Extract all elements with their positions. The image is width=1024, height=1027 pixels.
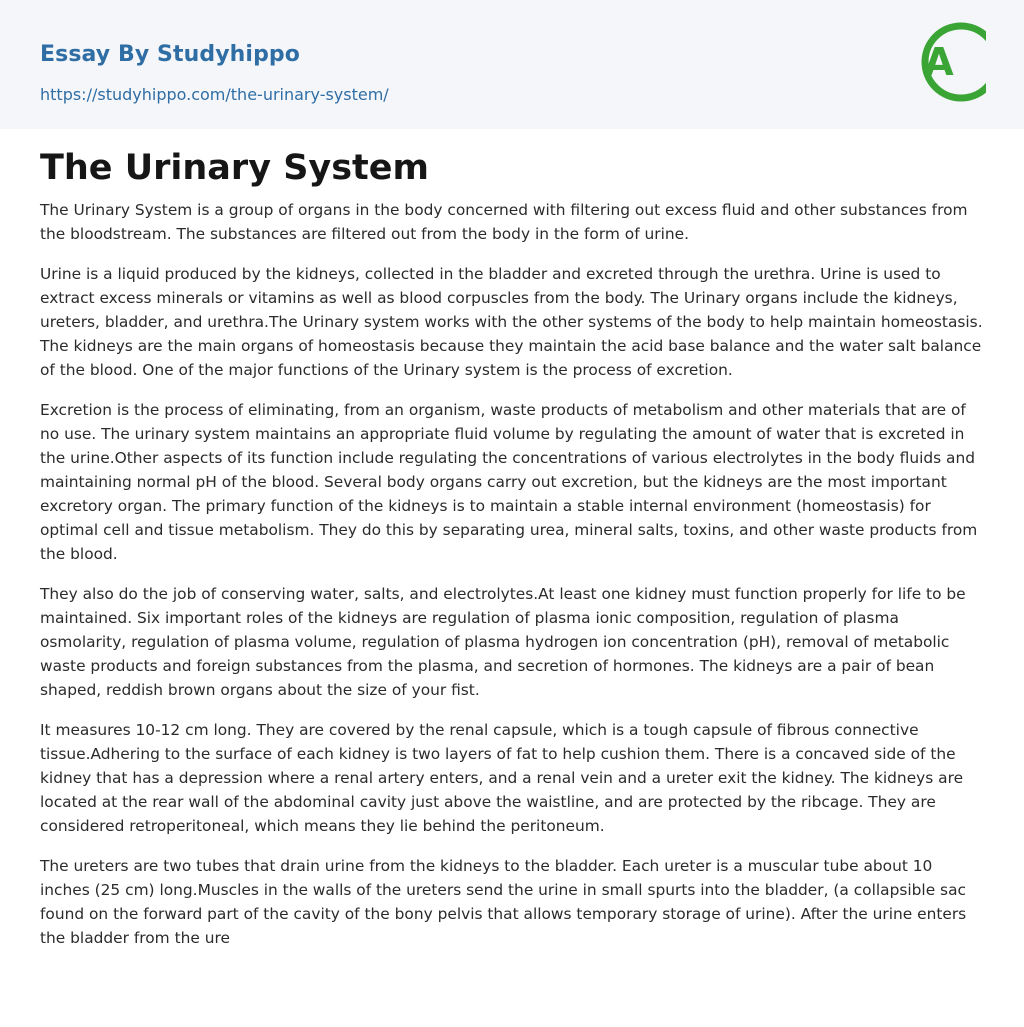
article-paragraph: Excretion is the process of eliminating, from an organism, waste products of metabolism and other materials that are of no use. The urinary system maintains an appropriate fluid volume by regulating the amount of water that is excreted in the urine.Other aspects of its function include regulating the concentrations of various electrolytes in the body fluids and maintaining normal pH of the blood. Several body organs carry out excretion, but the kidneys are the most important excretory organ. The primary function of the kidneys is to maintain a stable internal environment (homeostasis) for optimal cell and tissue metabolism. They do this by separating urea, mineral salts, toxins, and other waste products from the blood. — [40, 401, 978, 563]
page-url-link[interactable]: https://studyhippo.com/the-urinary-system/ — [40, 85, 389, 104]
article-paragraph: The Urinary System is a group of organs in the body concerned with filtering out excess fluid and other substances from the bloodstream. The substances are filtered out from the body in the form of urine. — [40, 201, 968, 243]
logo-letter: A — [924, 40, 954, 84]
studyhippo-logo-icon[interactable] — [912, 20, 986, 104]
article-paragraph: They also do the job of conserving water, salts, and electrolytes.At least one kidney must function properly for life to be maintained. Six important roles of the kidneys are regulation of plasma ionic composition, regulation of plasma osmolarity, regulation of plasma volume, regulation of plasma hydrogen ion concentration (pH), removal of metabolic waste products and foreign substances from the plasma, and secretion of hormones. The kidneys are a pair of bean shaped, reddish brown organs about the size of your fist. — [40, 585, 966, 699]
site-brand[interactable]: Essay By Studyhippo — [40, 42, 300, 67]
site-header — [0, 0, 1024, 129]
article-title: The Urinary System — [40, 148, 429, 188]
article-paragraph: It measures 10-12 cm long. They are covered by the renal capsule, which is a tough capsule of fibrous connective tissue.Adhering to the surface of each kidney is two layers of fat to help cushion them. There is a concaved side of the kidney that has a depression where a renal artery enters, and a renal vein and a ureter exit the kidney. The kidneys are located at the rear wall of the abdominal cavity just above the waistline, and are protected by the ribcage. They are considered retroperitoneal, which means they lie behind the peritoneum. — [40, 721, 964, 835]
article — [40, 144, 986, 966]
article-paragraph: Urine is a liquid produced by the kidneys, collected in the bladder and excreted through the urethra. Urine is used to extract excess minerals or vitamins as well as blood corpuscles from the body. The Urinary organs include the kidneys, ureters, bladder, and urethra.The Urinary system works with the other systems of the body to help maintain homeostasis. The kidneys are the main organs of homeostasis because they maintain the acid base balance and the water salt balance of the blood. One of the major functions of the Urinary system is the process of excretion. — [40, 265, 983, 379]
article-paragraph: The ureters are two tubes that drain urine from the kidneys to the bladder. Each ureter is a muscular tube about 10 inches (25 cm) long.Muscles in the walls of the ureters send the urine in small spurts into the bladder, (a collapsible sac found on the forward part of the cavity of the bony pelvis that allows temporary storage of urine). After the urine enters the bladder from the ure — [40, 857, 967, 947]
